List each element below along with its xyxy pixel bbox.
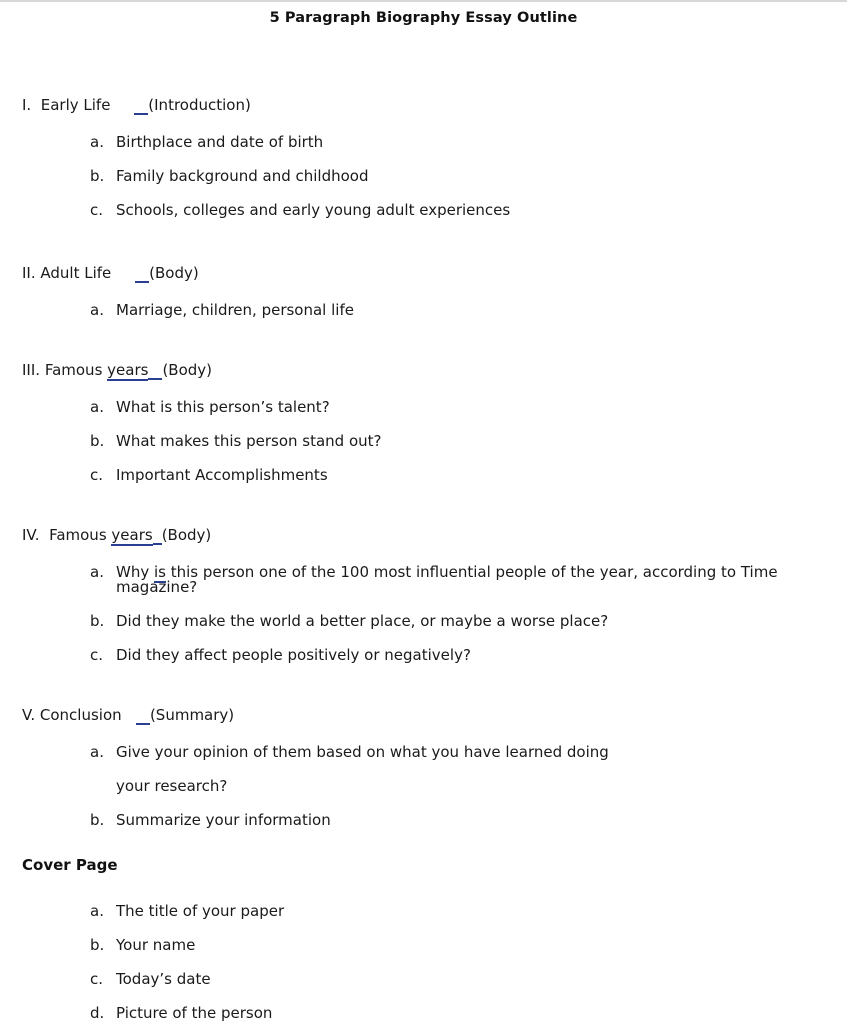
- list-marker: a.: [90, 301, 104, 319]
- list-text-pre: Why: [116, 563, 154, 581]
- page-title: 5 Paragraph Biography Essay Outline: [269, 10, 578, 26]
- list-item: [90, 434, 825, 449]
- list-text-line1: Give your opinion of them based on what you have learned doing: [116, 743, 609, 761]
- list-marker: c.: [90, 201, 104, 219]
- section-4-title-pre: Famous: [49, 526, 112, 544]
- blue-underline-mark: [134, 98, 148, 115]
- list-item: [90, 135, 825, 150]
- list-text: Schools, colleges and early young adult experiences: [116, 201, 511, 219]
- section-2-numeral: II.: [22, 264, 36, 282]
- list-text: Today’s date: [116, 970, 211, 988]
- list-marker: a.: [90, 133, 104, 151]
- list-marker: a.: [90, 563, 104, 581]
- list-text: Marriage, children, personal life: [116, 301, 354, 319]
- section-5-title: Conclusion: [39, 706, 122, 724]
- section-3-annotation: (Body): [162, 361, 213, 379]
- list-text: Did they make the world a better place, or maybe a worse place?: [116, 612, 609, 630]
- cover-page-heading: Cover Page: [22, 856, 118, 874]
- section-3-sublist: [22, 400, 825, 483]
- list-text: Family background and childhood: [116, 167, 369, 185]
- list-marker: b.: [90, 432, 105, 450]
- list-text: Birthplace and date of birth: [116, 133, 324, 151]
- list-text: What is this person’s talent?: [116, 398, 330, 416]
- list-item: [90, 745, 825, 794]
- list-text: Did they affect people positively or negatively?: [116, 646, 471, 664]
- section-5-sublist: [22, 745, 825, 828]
- document-body: [0, 98, 847, 1021]
- section-4: [22, 528, 825, 663]
- blue-underline-mark: [153, 528, 162, 545]
- list-text-line2: your research?: [116, 777, 228, 795]
- list-marker: a.: [90, 743, 104, 761]
- section-2-title: Adult Life: [40, 264, 112, 282]
- list-marker: a.: [90, 398, 104, 416]
- section-3-numeral: III.: [22, 361, 41, 379]
- list-text: [116, 745, 825, 794]
- blue-underline-mark: [135, 266, 149, 283]
- section-5-heading: [22, 708, 825, 725]
- section-1: [22, 98, 825, 218]
- section-4-annotation: (Body): [161, 526, 212, 544]
- list-item: [90, 303, 825, 318]
- list-marker: c.: [90, 970, 104, 988]
- section-2-sublist: [22, 303, 825, 318]
- section-1-sublist: [22, 135, 825, 218]
- list-item: [90, 565, 825, 595]
- list-text: What makes this person stand out?: [116, 432, 382, 450]
- section-2: [22, 266, 825, 318]
- list-item: [90, 813, 825, 828]
- section-3-heading: [22, 363, 825, 380]
- section-3: [22, 363, 825, 483]
- list-marker: b.: [90, 936, 105, 954]
- list-item: [90, 938, 825, 953]
- section-1-numeral: I.: [22, 96, 32, 114]
- list-item: [90, 1006, 825, 1021]
- list-item: [90, 904, 825, 919]
- section-1-heading: [22, 98, 825, 115]
- underlined-word: is: [153, 563, 166, 581]
- section-4-numeral: IV.: [22, 526, 40, 544]
- section-5: [22, 708, 825, 828]
- section-4-underlined-word: years: [111, 526, 153, 544]
- list-text: Summarize your information: [116, 811, 331, 829]
- list-item: [90, 203, 825, 218]
- list-marker: a.: [90, 902, 104, 920]
- list-marker: c.: [90, 466, 104, 484]
- section-1-annotation: (Introduction): [148, 96, 251, 114]
- list-text-post: this person one of the 100 most influential people of the year, according to Time magazine?: [116, 563, 778, 596]
- list-marker: b.: [90, 811, 105, 829]
- section-3-underlined-word: years: [107, 361, 149, 379]
- cover-page-sublist: [22, 904, 825, 1021]
- section-1-title: Early Life: [40, 96, 111, 114]
- list-item: [90, 468, 825, 483]
- list-item: [90, 972, 825, 987]
- list-item: [90, 169, 825, 184]
- list-text: Your name: [116, 936, 196, 954]
- list-text: [116, 565, 825, 595]
- blue-underline-mark: [148, 363, 162, 380]
- list-text: Important Accomplishments: [116, 466, 328, 484]
- section-5-annotation: (Summary): [149, 706, 235, 724]
- section-4-heading: [22, 528, 825, 545]
- section-2-annotation: (Body): [149, 264, 199, 282]
- list-marker: c.: [90, 646, 104, 664]
- list-item: [90, 400, 825, 415]
- blue-underline-mark: [136, 708, 150, 725]
- section-2-heading: [22, 266, 825, 283]
- section-4-sublist: [22, 565, 825, 663]
- list-item: [90, 648, 825, 663]
- list-item: [90, 614, 825, 629]
- list-marker: d.: [90, 1004, 105, 1022]
- list-text: Picture of the person: [116, 1004, 273, 1022]
- section-3-title-pre: Famous: [44, 361, 108, 379]
- list-text: The title of your paper: [116, 902, 285, 920]
- list-marker: b.: [90, 612, 105, 630]
- section-5-numeral: V.: [22, 706, 36, 724]
- section-cover-page: [22, 858, 825, 1021]
- list-marker: b.: [90, 167, 105, 185]
